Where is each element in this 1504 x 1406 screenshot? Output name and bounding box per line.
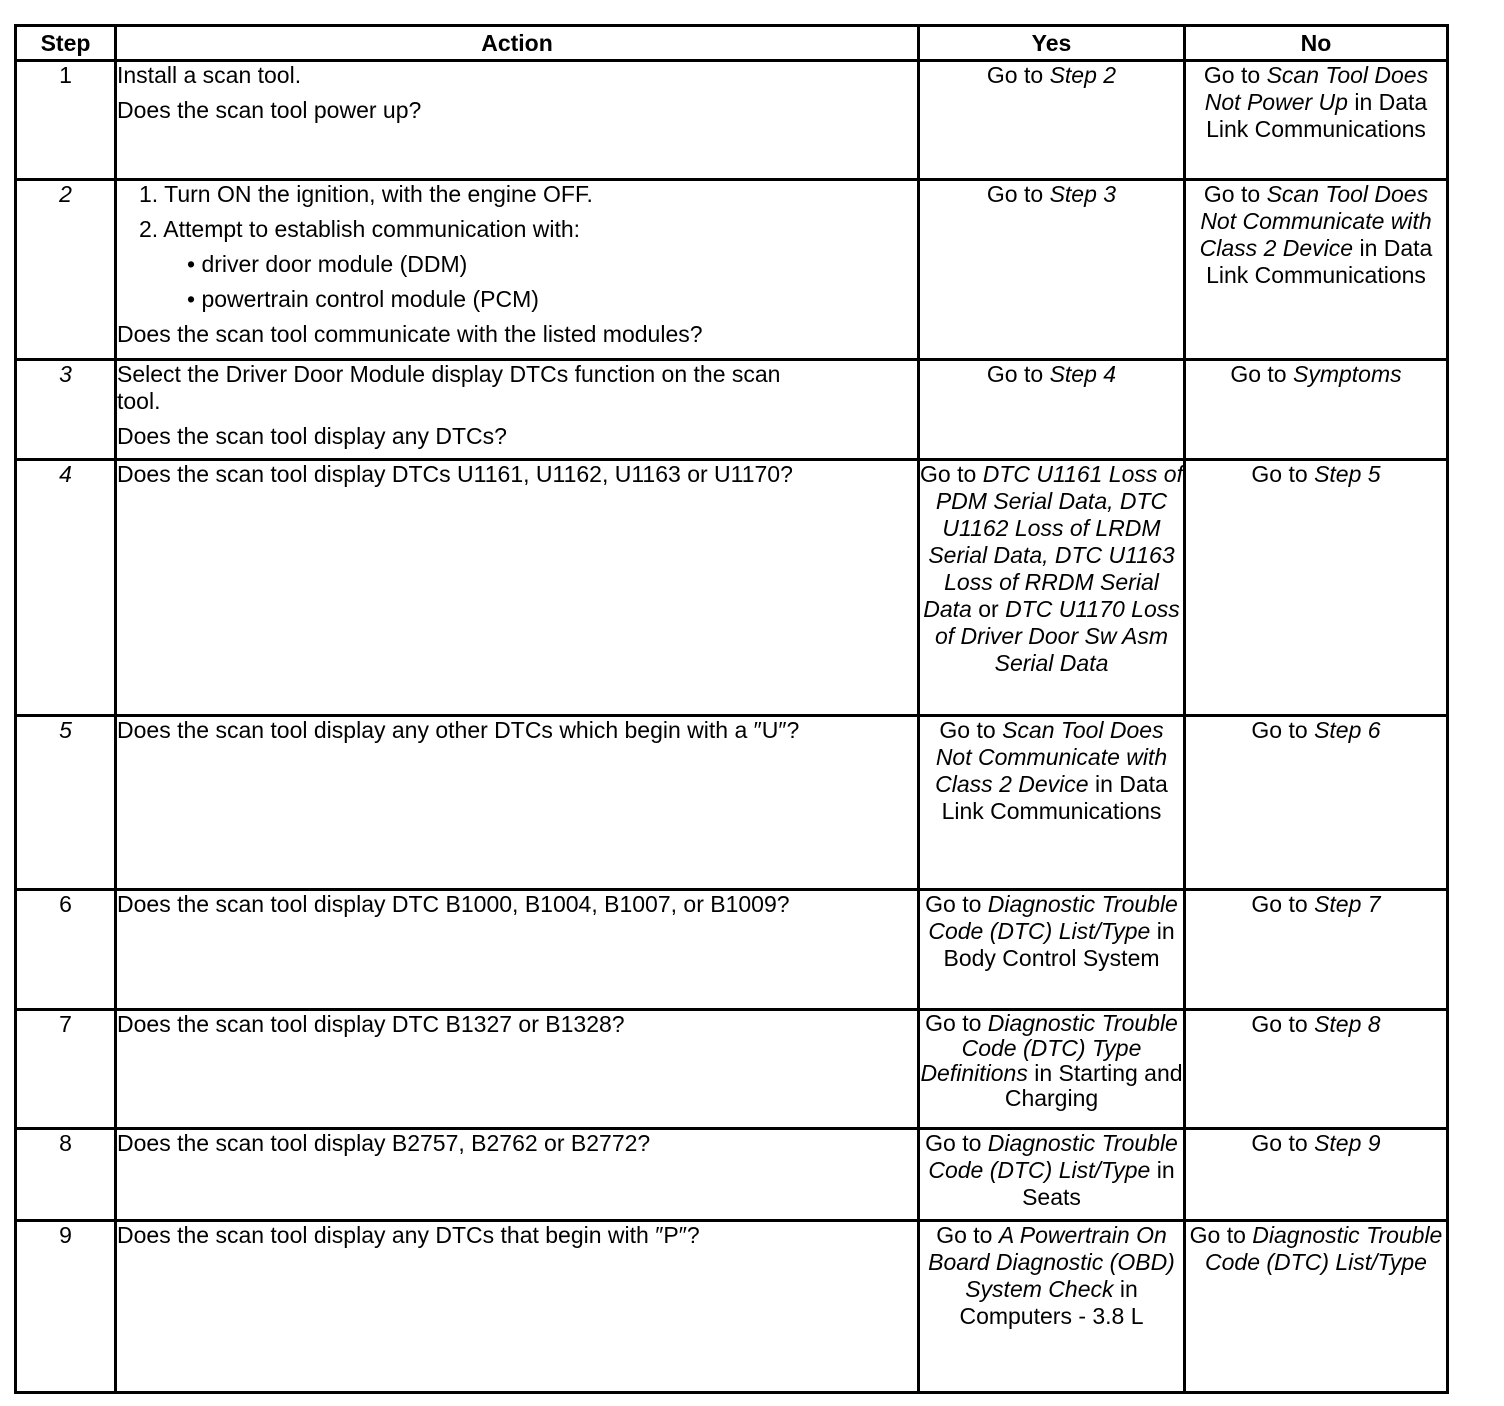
diagnostic-table (14, 24, 1449, 1394)
action-step-1: 1. Turn ON the ignition, with the engine OFF. (139, 181, 593, 207)
yes-prefix: Go to (925, 891, 988, 917)
yes-link[interactable]: Step 4 (1049, 361, 1117, 387)
no-prefix: Go to (1203, 62, 1267, 88)
action-text: Install a scan tool. (117, 62, 302, 88)
yes-suffix: in Starting and Charging (1004, 1060, 1183, 1111)
table-row (16, 1010, 1448, 1129)
header-step: Step (16, 26, 116, 61)
action-question: Does the scan tool display any DTCs that begin with ″P″? (117, 1222, 700, 1248)
table-row (16, 360, 1448, 460)
yes-cell (919, 1010, 1185, 1129)
yes-link[interactable]: Diagnostic Trouble Code (DTC) List/Type (928, 1130, 1178, 1183)
yes-link[interactable]: A Powertrain On Board Diagnostic (OBD) System Check (928, 1222, 1175, 1302)
no-prefix: Go to (1203, 181, 1267, 207)
action-cell (116, 360, 919, 460)
yes-link-2[interactable]: DTC U1170 Loss of Driver Door Sw Asm Serial Data (934, 596, 1180, 676)
action-bullet-pcm: • powertrain control module (PCM) (187, 286, 539, 312)
table-row (16, 890, 1448, 1010)
no-cell (1185, 890, 1448, 1010)
yes-cell (919, 460, 1185, 716)
yes-cell (919, 1129, 1185, 1221)
action-cell (116, 716, 919, 890)
action-cell (116, 61, 919, 180)
yes-cell (919, 1221, 1185, 1393)
yes-link[interactable]: Diagnostic Trouble Code (DTC) Type Definitions (920, 1010, 1178, 1086)
step-number: 8 (16, 1129, 116, 1221)
no-link[interactable]: Scan Tool Does Not Communicate with Class 2 Device (1199, 181, 1432, 261)
yes-prefix: Go to (939, 717, 1003, 743)
no-link[interactable]: Step 6 (1314, 717, 1381, 743)
no-link[interactable]: Scan Tool Does Not Power Up (1204, 62, 1429, 115)
yes-prefix: Go to (986, 62, 1050, 88)
action-question: Does the scan tool power up? (117, 97, 422, 123)
action-cell (116, 1221, 919, 1393)
no-prefix: Go to (1251, 717, 1315, 743)
table-row (16, 61, 1448, 180)
yes-link[interactable]: Step 2 (1049, 62, 1117, 88)
yes-cell (919, 360, 1185, 460)
action-question: Does the scan tool display DTC B1000, B1004, B1007, or B1009? (117, 891, 790, 917)
no-prefix: Go to (1251, 891, 1315, 917)
action-question: Does the scan tool display DTC B1327 or B1328? (117, 1011, 625, 1037)
header-row (16, 26, 1448, 61)
action-question: Does the scan tool display any other DTCs which begin with a ″U″? (117, 717, 800, 743)
step-number: 7 (16, 1010, 116, 1129)
step-number: 4 (16, 460, 116, 716)
action-step-2: 2. Attempt to establish communication with: (139, 216, 581, 242)
action-cell (116, 1010, 919, 1129)
no-prefix: Go to (1230, 361, 1293, 387)
header-yes: Yes (919, 26, 1185, 61)
no-cell (1185, 180, 1448, 360)
no-link[interactable]: Step 8 (1314, 1011, 1381, 1037)
no-prefix: Go to (1251, 1130, 1315, 1156)
action-cell (116, 1129, 919, 1221)
no-link[interactable]: Step 9 (1314, 1130, 1381, 1156)
action-question: Does the scan tool display any DTCs? (117, 423, 507, 449)
action-question: Does the scan tool display B2757, B2762 or B2772? (117, 1130, 651, 1156)
no-suffix: in Data Link Communications (1206, 235, 1433, 288)
step-number: 3 (16, 360, 116, 460)
action-bullet-ddm: • driver door module (DDM) (187, 251, 468, 277)
no-cell (1185, 1221, 1448, 1393)
step-number: 9 (16, 1221, 116, 1393)
yes-cell (919, 61, 1185, 180)
action-question: Does the scan tool display DTCs U1161, U1162, U1163 or U1170? (117, 461, 793, 487)
yes-prefix: Go to (925, 1010, 988, 1036)
header-no: No (1185, 26, 1448, 61)
yes-prefix: Go to (986, 181, 1050, 207)
yes-link[interactable]: Diagnostic Trouble Code (DTC) List/Type (928, 891, 1178, 944)
yes-suffix: in Seats (1022, 1157, 1175, 1210)
action-text: Select the Driver Door Module display DTCs function on the scan tool. (117, 361, 781, 414)
yes-suffix: in Body Control System (943, 918, 1175, 971)
action-cell (116, 890, 919, 1010)
yes-cell (919, 180, 1185, 360)
step-number: 6 (16, 890, 116, 1010)
no-cell (1185, 1129, 1448, 1221)
action-cell (116, 460, 919, 716)
yes-link[interactable]: DTC U1161 Loss of PDM Serial Data, DTC U1162 Loss of LRDM Serial Data, DTC U1163 Loss of RRDM Serial Data (923, 461, 1183, 622)
yes-prefix: Go to (920, 461, 983, 487)
action-cell (116, 180, 919, 360)
table-row (16, 1221, 1448, 1393)
no-link[interactable]: Diagnostic Trouble Code (DTC) List/Type (1205, 1222, 1443, 1275)
table-row (16, 716, 1448, 890)
table-row (16, 1129, 1448, 1221)
no-prefix: Go to (1189, 1222, 1253, 1248)
yes-mid: or (971, 596, 1006, 622)
no-cell (1185, 460, 1448, 716)
yes-cell (919, 890, 1185, 1010)
no-suffix: in Data Link Communications (1206, 89, 1428, 142)
no-link[interactable]: Step 7 (1314, 891, 1381, 917)
action-question: Does the scan tool communicate with the listed modules? (117, 321, 703, 347)
yes-prefix: Go to (986, 361, 1050, 387)
no-prefix: Go to (1251, 1011, 1315, 1037)
no-link[interactable]: Symptoms (1293, 361, 1402, 387)
yes-cell (919, 716, 1185, 890)
header-action: Action (116, 26, 919, 61)
yes-link[interactable]: Scan Tool Does Not Communicate with Class 2 Device (935, 717, 1168, 797)
yes-prefix: Go to (925, 1130, 988, 1156)
no-prefix: Go to (1251, 461, 1315, 487)
no-cell (1185, 61, 1448, 180)
step-number: 5 (16, 716, 116, 890)
table-row (16, 180, 1448, 360)
no-cell (1185, 360, 1448, 460)
yes-suffix: in Data Link Communications (941, 771, 1168, 824)
table-row (16, 460, 1448, 716)
yes-suffix: in Computers - 3.8 L (959, 1276, 1144, 1329)
step-number: 1 (16, 61, 116, 180)
no-link[interactable]: Step 5 (1314, 461, 1381, 487)
no-cell (1185, 1010, 1448, 1129)
yes-link[interactable]: Step 3 (1049, 181, 1117, 207)
yes-prefix: Go to (936, 1222, 999, 1248)
step-number: 2 (16, 180, 116, 360)
no-cell (1185, 716, 1448, 890)
